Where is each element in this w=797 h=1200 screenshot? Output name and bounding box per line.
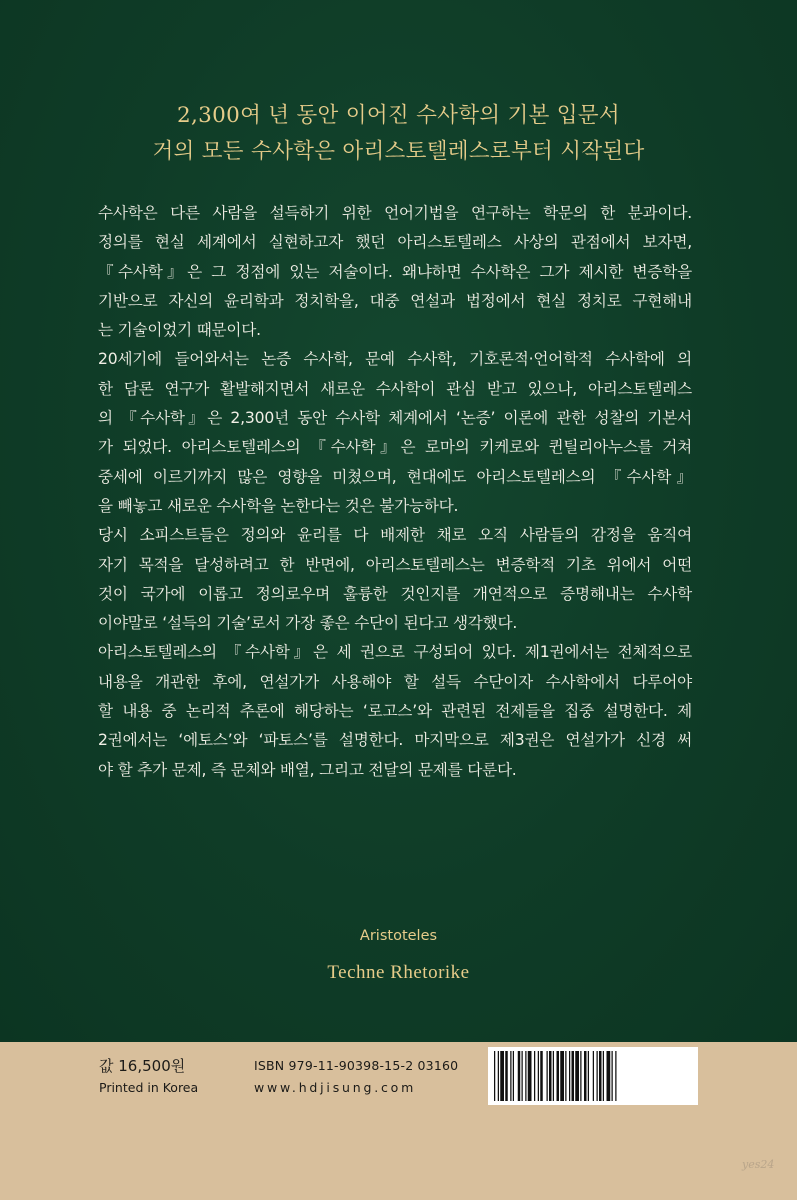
barcode-bar [603, 1051, 604, 1101]
barcode-bars [488, 1047, 698, 1105]
barcode-bar [505, 1051, 508, 1101]
blurb-line: 내용을 개관한 후에, 연설가가 사용해야 할 설득 수단이자 수사학에서 다루어야 [98, 672, 692, 691]
blurb-line: 중세에 이르기까지 많은 영향을 미쳤으며, 현대에도 아리스토텔레스의 『수사학』 [98, 467, 692, 486]
barcode-bar [534, 1051, 535, 1101]
headline [0, 98, 797, 170]
blurb-line: 의 『수사학』은 2,300년 동안 수사학 체계에서 ‘논증’ 이론에 관한 성찰의 기본서 [98, 409, 692, 428]
blurb-line: 야 할 추가 문제, 즉 문체와 배열, 그리고 전달의 문제를 다룬다. [98, 760, 517, 779]
headline-line-1: 2,300여 년 동안 이어진 수사학의 기본 입문서 [177, 103, 620, 128]
blurb-line: 자기 목적을 달성하려고 한 반면에, 아리스토텔레스는 변증학적 기초 위에서 어떤 [98, 555, 692, 574]
blurb-line: 당시 소피스트들은 정의와 윤리를 다 배제한 채로 오직 사람들의 감정을 움직여 [98, 526, 692, 545]
barcode-bar [607, 1051, 611, 1101]
blurb-line: 기반으로 자신의 윤리학과 정치학을, 대중 연설과 법정에서 현실 정치로 구현해내 [98, 291, 692, 310]
blurb-line: 이야말로 ‘설득의 기술’로서 가장 좋은 수단이 된다고 생각했다. [98, 614, 518, 633]
blurb-text [98, 199, 692, 785]
blurb-line: 수사학은 다른 사람을 설득하기 위한 언어기법을 연구하는 학문의 한 분과이다. [98, 204, 692, 222]
blurb-line: 정의를 현실 세계에서 실현하고자 했던 아리스토텔레스 사상의 관점에서 보자면, [98, 233, 692, 252]
barcode-bar [538, 1051, 539, 1101]
barcode-bar [494, 1051, 495, 1101]
barcode-bar [572, 1051, 575, 1101]
barcode-bar [549, 1051, 552, 1101]
author-name: Aristoteles [359, 928, 438, 944]
blurb-line: 20세기에 들어와서는 논증 수사학, 문예 수사학, 기호론적·언어학적 수사학에 의 [98, 350, 692, 369]
barcode-bar [500, 1051, 504, 1101]
blurb-line: 『수사학』은 그 정점에 있는 저술이다. 왜냐하면 수사학은 그가 제시한 변증학을 [98, 262, 692, 281]
barcode-bar [553, 1051, 554, 1101]
barcode-bar [522, 1051, 523, 1101]
barcode-bar [615, 1051, 616, 1101]
barcode-bar [599, 1051, 602, 1101]
barcode-bar [588, 1051, 589, 1101]
publisher-website: www.hdjisung.com [254, 1080, 417, 1095]
blurb-line: 2권에서는 ‘에토스’와 ‘파토스’를 설명한다. 마지막으로 제3권은 연설가가 신경 써 [98, 731, 692, 750]
barcode-bar [540, 1051, 543, 1101]
blurb-line: 것이 국가에 이롭고 정의로우며 훌륭한 것인지를 개연적으로 증명해내는 수사학 [98, 584, 692, 603]
barcode-bar [547, 1051, 548, 1101]
barcode-bar [612, 1051, 613, 1101]
barcode-bar [510, 1051, 511, 1101]
barcode-bar [498, 1051, 499, 1101]
barcode-bar [593, 1051, 594, 1101]
blurb-line: 는 기술이었기 때문이다. [98, 321, 261, 340]
barcode-bar [584, 1051, 587, 1101]
blurb-line: 한 담론 연구가 활발해지면서 새로운 수사학이 관심 받고 있으나, 아리스토텔레스 [98, 379, 692, 398]
isbn-barcode [488, 1047, 698, 1105]
barcode-bar [557, 1051, 560, 1101]
barcode-bar [528, 1051, 532, 1101]
blurb-line: 할 내용 중 논리적 추론에 해당하는 ‘로고스’와 관련된 전제들을 집중 설명한다. 제 [98, 702, 692, 721]
barcode-bar [518, 1051, 521, 1101]
barcode-bar [513, 1051, 514, 1101]
watermark: yes24 [742, 1158, 775, 1171]
barcode-bar [525, 1051, 526, 1101]
price-label: 값 16,500원 [99, 1057, 186, 1075]
barcode-bar [580, 1051, 581, 1101]
barcode-bar [597, 1051, 598, 1101]
barcode-bar [575, 1051, 579, 1101]
printed-in-label: Printed in Korea [99, 1080, 199, 1095]
blurb-line: 가 되었다. 아리스토텔레스의 『수사학』은 로마의 키케로와 퀸틸리아누스를 거쳐 [98, 438, 692, 457]
blurb-line: 아리스토텔레스의 『수사학』은 세 권으로 구성되어 있다. 제1권에서는 전체적으로 [98, 643, 692, 662]
isbn-label: ISBN 979-11-90398-15-2 03160 [254, 1058, 459, 1073]
blurb-line: 을 빼놓고 새로운 수사학을 논한다는 것은 불가능하다. [98, 496, 459, 515]
barcode-bar [560, 1051, 564, 1101]
headline-line-2: 거의 모든 수사학은 아리스토텔레스로부터 시작된다 [152, 139, 645, 164]
book-title-latin: Techne Rhetorike [327, 962, 470, 983]
barcode-bar [565, 1051, 566, 1101]
barcode-bar [569, 1051, 570, 1101]
